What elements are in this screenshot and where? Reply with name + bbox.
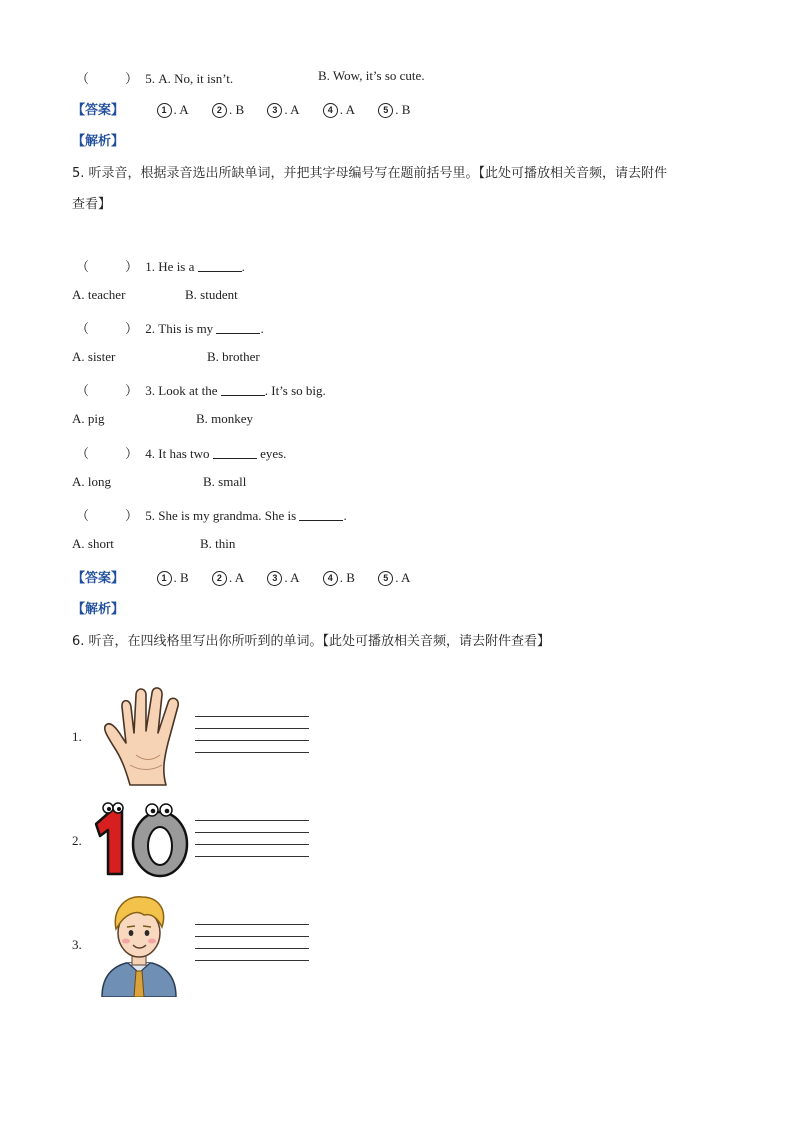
question-4: （ ） 4. It has two eyes. [76,446,287,461]
answer-label: 【答案】 [72,103,125,118]
answer-blank [216,321,260,334]
question-text: 5. A. No, it isn’t. [145,71,234,86]
answer-item: 2 . B [212,102,244,118]
answer-blank [198,259,242,272]
option-b: B. small [203,474,247,489]
option-a: A. teacher [72,287,126,302]
boy-illustration [98,893,180,997]
paren-open: （ [76,71,90,86]
option-a: A. long [72,474,111,489]
question-3: （ ） 3. Look at the . It’s so big. [76,383,326,398]
answer-blank [213,446,257,459]
answer-label: 【答案】 [72,571,125,586]
paren-close: ） [125,71,139,86]
option-b: B. thin [200,536,236,551]
option-b: B. student [185,287,238,302]
item-number: 1. [72,729,82,744]
answer-item: 5 . B [378,102,410,118]
answer-row-prev [72,99,430,118]
option-b: B. brother [207,349,260,364]
item-number: 3. [72,937,82,952]
question-1: （ ） 1. He is a . [76,259,245,274]
option-a: A. sister [72,349,116,364]
answer-blank [221,383,265,396]
four-line-grid[interactable] [195,924,309,964]
answer-item: 4 . B [323,570,355,586]
four-line-grid[interactable] [195,716,309,756]
analysis-label: 【解析】 [72,602,125,617]
prev-question-5 [76,68,233,87]
answer-item: 2 . A [212,570,244,586]
answer-item: 3 . A [267,102,299,118]
section6-instruction: 6. 听音，在四线格里写出你所听到的单词。【此处可播放相关音频，请去附件查看】 [72,634,551,649]
question-2: （ ） 2. This is my . [76,321,264,336]
answer-item: 5 . A [378,570,410,586]
option-b: B. monkey [196,411,254,426]
answer-item: 3 . A [267,570,299,586]
answer-item: 1 . A [157,102,189,118]
answer-item: 4 . A [323,102,355,118]
answer-row-section5 [72,567,430,586]
four-line-grid[interactable] [195,820,309,860]
item-number: 2. [72,833,82,848]
answer-blank [299,508,343,521]
answer-item: 1 . B [157,570,189,586]
analysis-label: 【解析】 [72,134,125,149]
question-5: （ ） 5. She is my grandma. She is . [76,508,347,523]
prev-question-5-option-b: B. Wow, it’s so cute. [318,68,425,83]
number-ten-illustration [86,800,192,880]
option-a: A. pig [72,411,105,426]
option-a: A. short [72,536,114,551]
section5-instruction: 5. 听录音，根据录音选出所缺单词，并把其字母编号写在题前括号里。【此处可播放相关音频，请去附件 [72,166,668,181]
section5-instruction-cont: 查看】 [72,197,112,212]
hand-illustration [100,685,190,787]
